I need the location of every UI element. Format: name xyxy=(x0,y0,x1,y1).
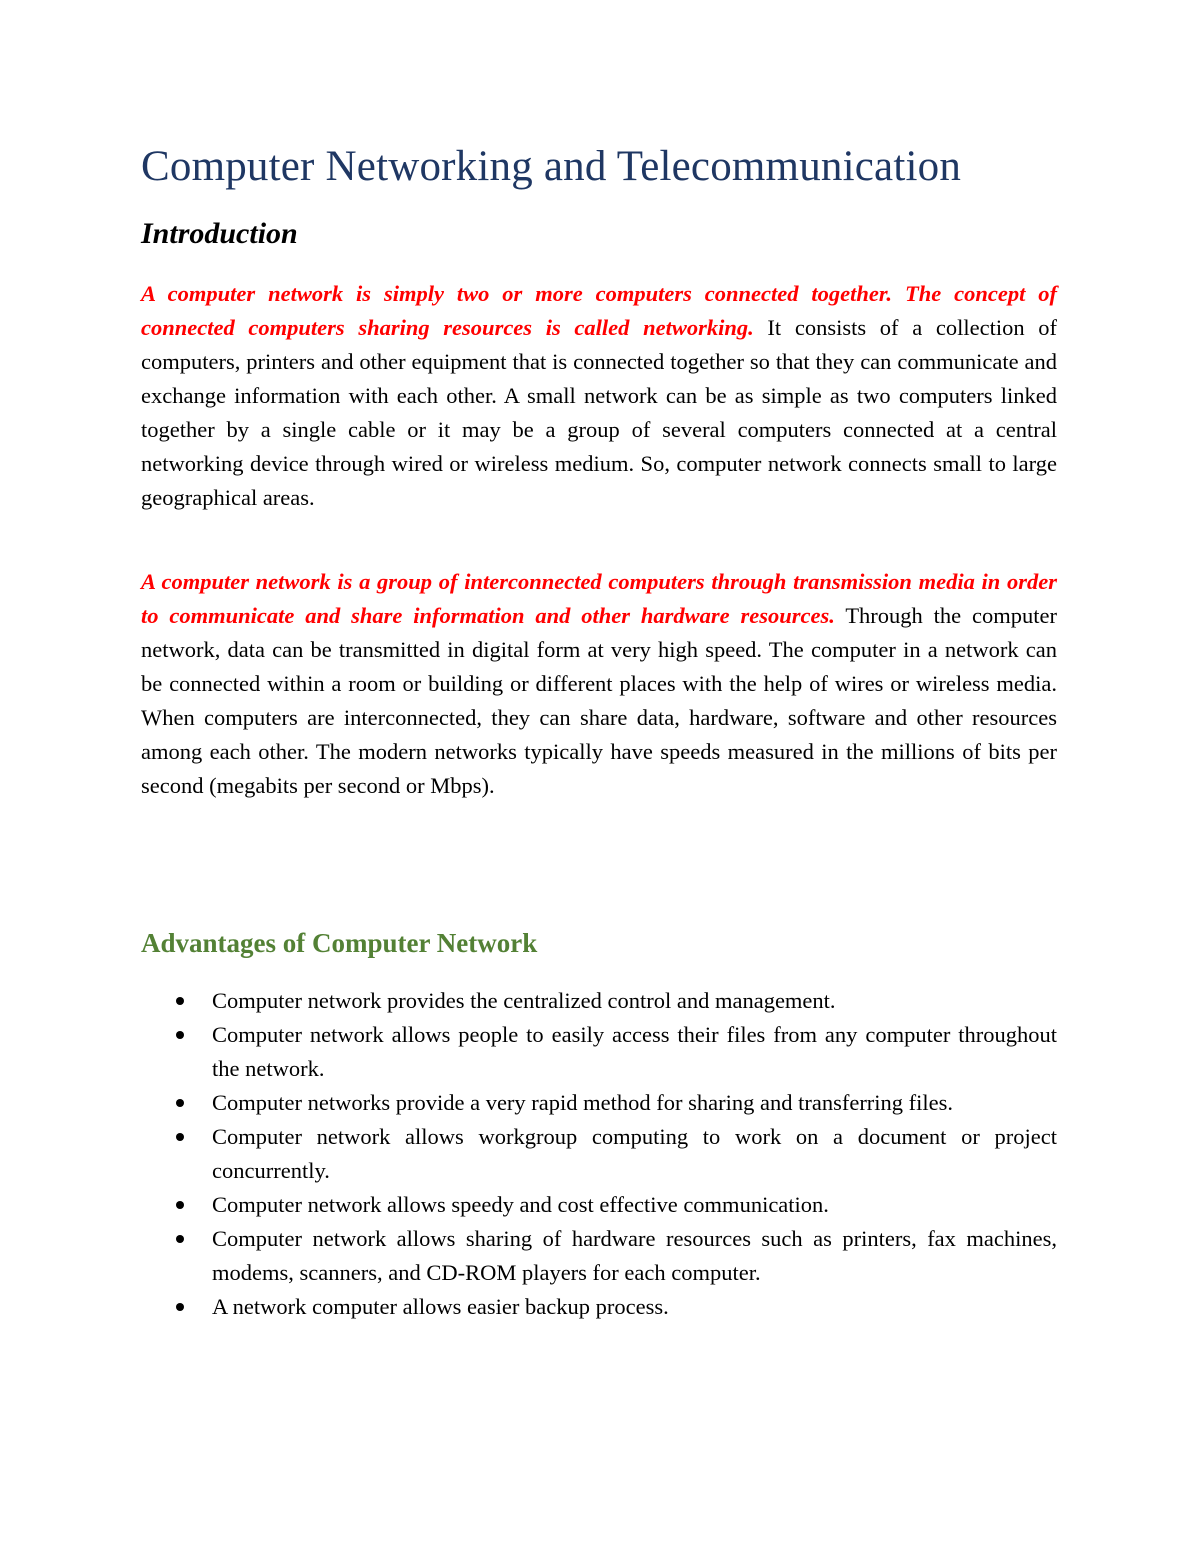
list-item-text: Computer network allows people to easily access their files from any computer throughout the network. xyxy=(212,1022,1057,1081)
paragraph-2-body: Through the computer network, data can be transmitted in digital form at very high speed. The computer in a network can be connected within a room or building or different places with the help of wires or wireless media. When computers are interconnected, they can share data, hardware, software and other resources among each other. The modern networks typically have speeds measured in the millions of bits per second (megabits per second or Mbps). xyxy=(141,603,1057,798)
list-item xyxy=(141,1086,1057,1120)
definition-emphasis-1: A computer network is simply two or more computers connected together. The concept of connected computers sharing resources is called networking. xyxy=(141,281,1057,340)
bullet-icon xyxy=(176,1031,184,1039)
list-item xyxy=(141,1222,1057,1290)
list-item xyxy=(141,1188,1057,1222)
introduction-subtitle: Introduction xyxy=(141,217,298,250)
list-item-text: A network computer allows easier backup process. xyxy=(212,1294,669,1319)
intro-paragraph-2 xyxy=(141,565,1057,803)
bullet-icon xyxy=(176,997,184,1005)
bullet-icon xyxy=(176,1235,184,1243)
list-item-text: Computer network allows sharing of hardware resources such as printers, fax machines, modems, scanners, and CD-ROM players for each computer. xyxy=(212,1226,1057,1285)
intro-paragraph-1 xyxy=(141,277,1057,515)
document-title: Computer Networking and Telecommunication xyxy=(141,143,962,190)
bullet-icon xyxy=(176,1133,184,1141)
bullet-icon xyxy=(176,1201,184,1209)
list-item xyxy=(141,1290,1057,1324)
advantages-list xyxy=(141,984,1057,1324)
advantages-heading: Advantages of Computer Network xyxy=(141,928,538,958)
list-item xyxy=(141,1120,1057,1188)
list-item xyxy=(141,1018,1057,1086)
list-item-text: Computer network allows workgroup computing to work on a document or project concurrently. xyxy=(212,1124,1057,1183)
paragraph-1-body: It consists of a collection of computers, printers and other equipment that is connected together so that they can communicate and exchange information with each other. A small network can be as simple as two computers linked together by a single cable or it may be a group of several computers connected at a central networking device through wired or wireless medium. So, computer network connects small to large geographical areas. xyxy=(141,315,1057,510)
list-item-text: Computer network provides the centralized control and management. xyxy=(212,988,836,1013)
list-item-text: Computer network allows speedy and cost effective communication. xyxy=(212,1192,829,1217)
definition-emphasis-2: A computer network is a group of interconnected computers through transmission media in order to communicate and share information and other hardware resources. xyxy=(141,569,1057,628)
list-item xyxy=(141,984,1057,1018)
bullet-icon xyxy=(176,1099,184,1107)
bullet-icon xyxy=(176,1303,184,1311)
list-item-text: Computer networks provide a very rapid method for sharing and transferring files. xyxy=(212,1090,954,1115)
